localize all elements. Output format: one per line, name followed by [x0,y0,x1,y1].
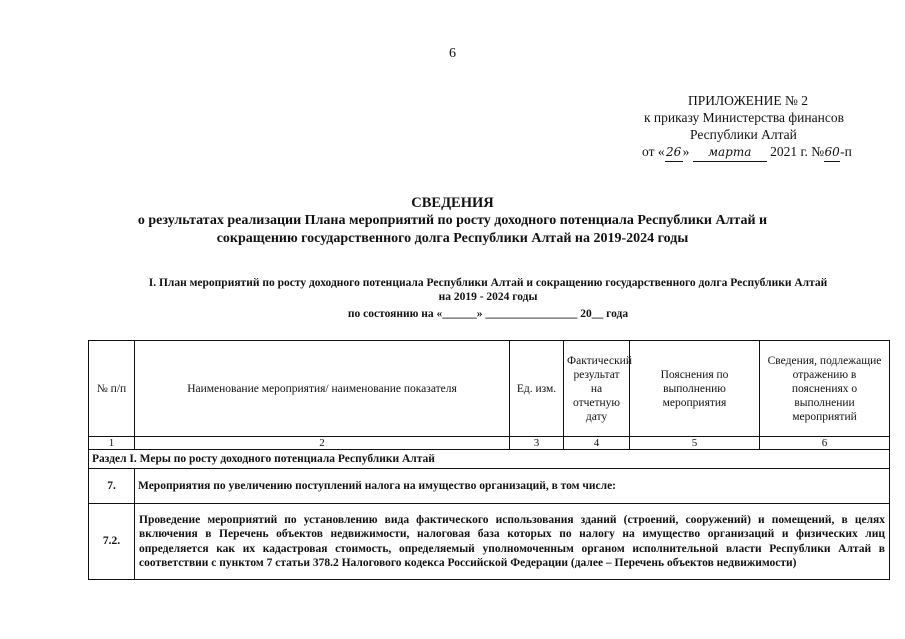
column-number: 6 [760,437,890,450]
title-sub-2: сокращению государственного долга Республики Алтай на 2019-2024 годы [216,231,689,246]
header-num: № п/п [89,341,135,437]
column-number: 3 [510,437,564,450]
section-row-title: Раздел I. Меры по росту доходного потенциала Республики Алтай [89,450,890,469]
handwritten-order-number: 60 [824,144,840,162]
row-number: 7.2. [89,504,135,580]
header-unit: Ед. изм. [510,341,564,437]
measures-table [88,340,890,580]
header-info: Сведения, подлежащие отражению в пояснениях о выполнении мероприятий [760,341,890,437]
column-number: 2 [135,437,510,450]
row-number: 7. [89,469,135,504]
table-row [89,469,890,504]
column-number: 1 [89,437,135,450]
appendix-republic: Республики Алтай [690,127,797,142]
header-actual-result: Фактический результат на отчетную дату [564,341,630,437]
appendix-title: ПРИЛОЖЕНИЕ № 2 [688,93,809,108]
column-number: 5 [630,437,760,450]
column-numbers-row [89,437,890,450]
document-title [0,194,905,248]
header-name: Наименование мероприятия/ наименование показателя [135,341,510,437]
page-number: 6 [449,46,456,61]
table-header-row [89,341,890,437]
header-explanations: Пояснения по выполнению мероприятия [630,341,760,437]
as-of-date-line: по состоянию на «______» ________________ 20__ года [347,308,629,320]
section-caption [88,276,888,321]
table-row [89,504,890,580]
handwritten-day: 26 [665,144,683,162]
title-sub-1: о результатах реализации Плана мероприятий по росту доходного потенциала Республики Алтай и [137,213,768,228]
section-caption-line-2: на 2019 - 2024 годы [438,291,538,303]
handwritten-month: марта [693,144,767,162]
row-text: Мероприятия по увеличению поступлений налога на имущество организаций, в том числе: [135,469,890,504]
appendix-date-line: от «26» марта 2021 г. №60-п [600,143,900,162]
appendix-order-ref: к приказу Министерства финансов [644,110,844,125]
row-text: Проведение мероприятий по установлению вида фактического использования зданий (строений, сооружений) и помещений, в целях включения в Перечень объектов недвижимости, налоговая база которых по налогу на имущество организаций и физических лиц определяется как их кадастровая стоимость, определяемый уполномоченным органом исполнительной власти Республики Алтай в соответствии с пунктом 7 статьи 378.2 Налогового кодекса Российской Федерации (далее – Перечень объектов недвижимости) [135,504,890,580]
column-number: 4 [564,437,630,450]
title-main: СВЕДЕНИЯ [411,195,494,211]
appendix-block [600,92,900,162]
section-caption-line-1: I. План мероприятий по росту доходного потенциала Республики Алтай и сокращению государственного долга Республики Алтай [148,277,828,289]
section-row [89,450,890,469]
